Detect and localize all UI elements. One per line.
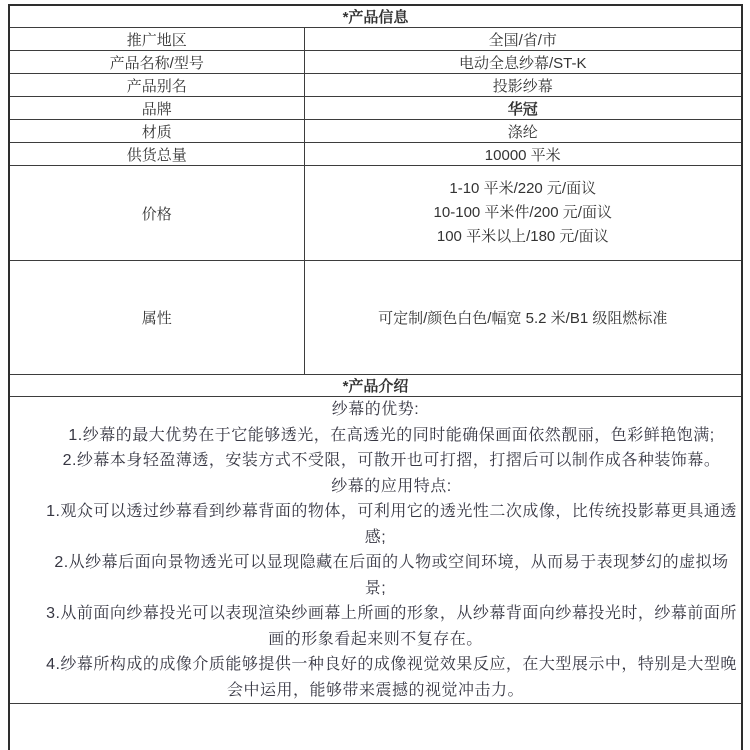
table-row [9, 28, 742, 51]
intro-line: 3.从前面向纱幕投光可以表现渲染纱画幕上所画的形象，从纱幕背面向纱幕投光时，纱幕前面所 [46, 605, 737, 622]
product-info-table [8, 4, 743, 750]
table-row [9, 397, 742, 704]
material-label-cell: 材质 [9, 120, 304, 143]
intro-line: 纱幕的优势: [331, 401, 420, 418]
brand-label-cell: 品牌 [9, 97, 304, 120]
brand-value-cell: 华冠 [304, 97, 742, 120]
promo-region-label-cell: 推广地区 [9, 28, 304, 51]
intro-line: 4.纱幕所构成的成像介质能够提供一种良好的成像视觉效果反应，在大型展示中，特别是大型晚 [46, 656, 737, 673]
price-tier-line: 1-10 平米/220 元/面议 [449, 180, 597, 197]
promo-region-value-cell: 全国/省/市 [304, 28, 742, 51]
intro-line: 景; [364, 579, 387, 597]
price-label-cell: 价格 [9, 166, 304, 261]
attributes-value-cell: 可定制/颜色白色/幅宽 5.2 米/B1 级阻燃标准 [304, 261, 742, 375]
product-intro-text-cell [9, 397, 742, 704]
intro-line: 1.纱幕的最大优势在于它能够透光，在高透光的同时能确保画面依然靓丽，色彩鲜艳饱满; [68, 426, 715, 444]
supply-total-label-cell: 供货总量 [9, 143, 304, 166]
table-row [9, 143, 742, 166]
section-header-row [9, 375, 742, 397]
table-row [9, 120, 742, 143]
price-tier-line: 10-100 平米件/200 元/面议 [433, 204, 612, 221]
product-name-value-cell: 电动全息纱幕/ST-K [304, 51, 742, 74]
supply-total-value-cell: 10000 平米 [304, 143, 742, 166]
price-value-cell [304, 166, 742, 261]
material-value-cell: 涤纶 [304, 120, 742, 143]
table-row [9, 166, 742, 261]
product-info-title: *产品信息 [9, 5, 742, 28]
table-row [9, 97, 742, 120]
product-name-label-cell: 产品名称/型号 [9, 51, 304, 74]
intro-line: 纱幕的应用特点: [331, 477, 452, 495]
table-row [9, 704, 742, 750]
section-header-row [9, 5, 742, 28]
price-tier-line: 100 平米以上/180 元/面议 [436, 228, 609, 245]
intro-line: 画的形象看起来则不复存在。 [268, 630, 483, 648]
intro-line: 2.纱幕本身轻盈薄透，安装方式不受限，可散开也可打摺，打摺后可以制作成各种装饰幕。 [62, 452, 721, 469]
table-row [9, 261, 742, 375]
intro-line: 2.从纱幕后面向景物透光可以显现隐藏在后面的人物或空间环境，从而易于表现梦幻的虚拟场 [54, 554, 729, 571]
product-intro-title: *产品介绍 [9, 375, 742, 397]
table-row [9, 51, 742, 74]
product-alias-label-cell: 产品别名 [9, 74, 304, 97]
intro-line: 1.观众可以透过纱幕看到纱幕背面的物体，可利用它的透光性二次成像，比传统投影幕更具通透 [46, 503, 737, 520]
empty-trailing-cell [9, 704, 742, 750]
intro-line: 感; [364, 528, 387, 546]
table-row [9, 74, 742, 97]
attributes-label-cell: 属性 [9, 261, 304, 375]
product-alias-value-cell: 投影纱幕 [304, 74, 742, 97]
intro-line: 会中运用，能够带来震撼的视觉冲击力。 [226, 681, 524, 699]
